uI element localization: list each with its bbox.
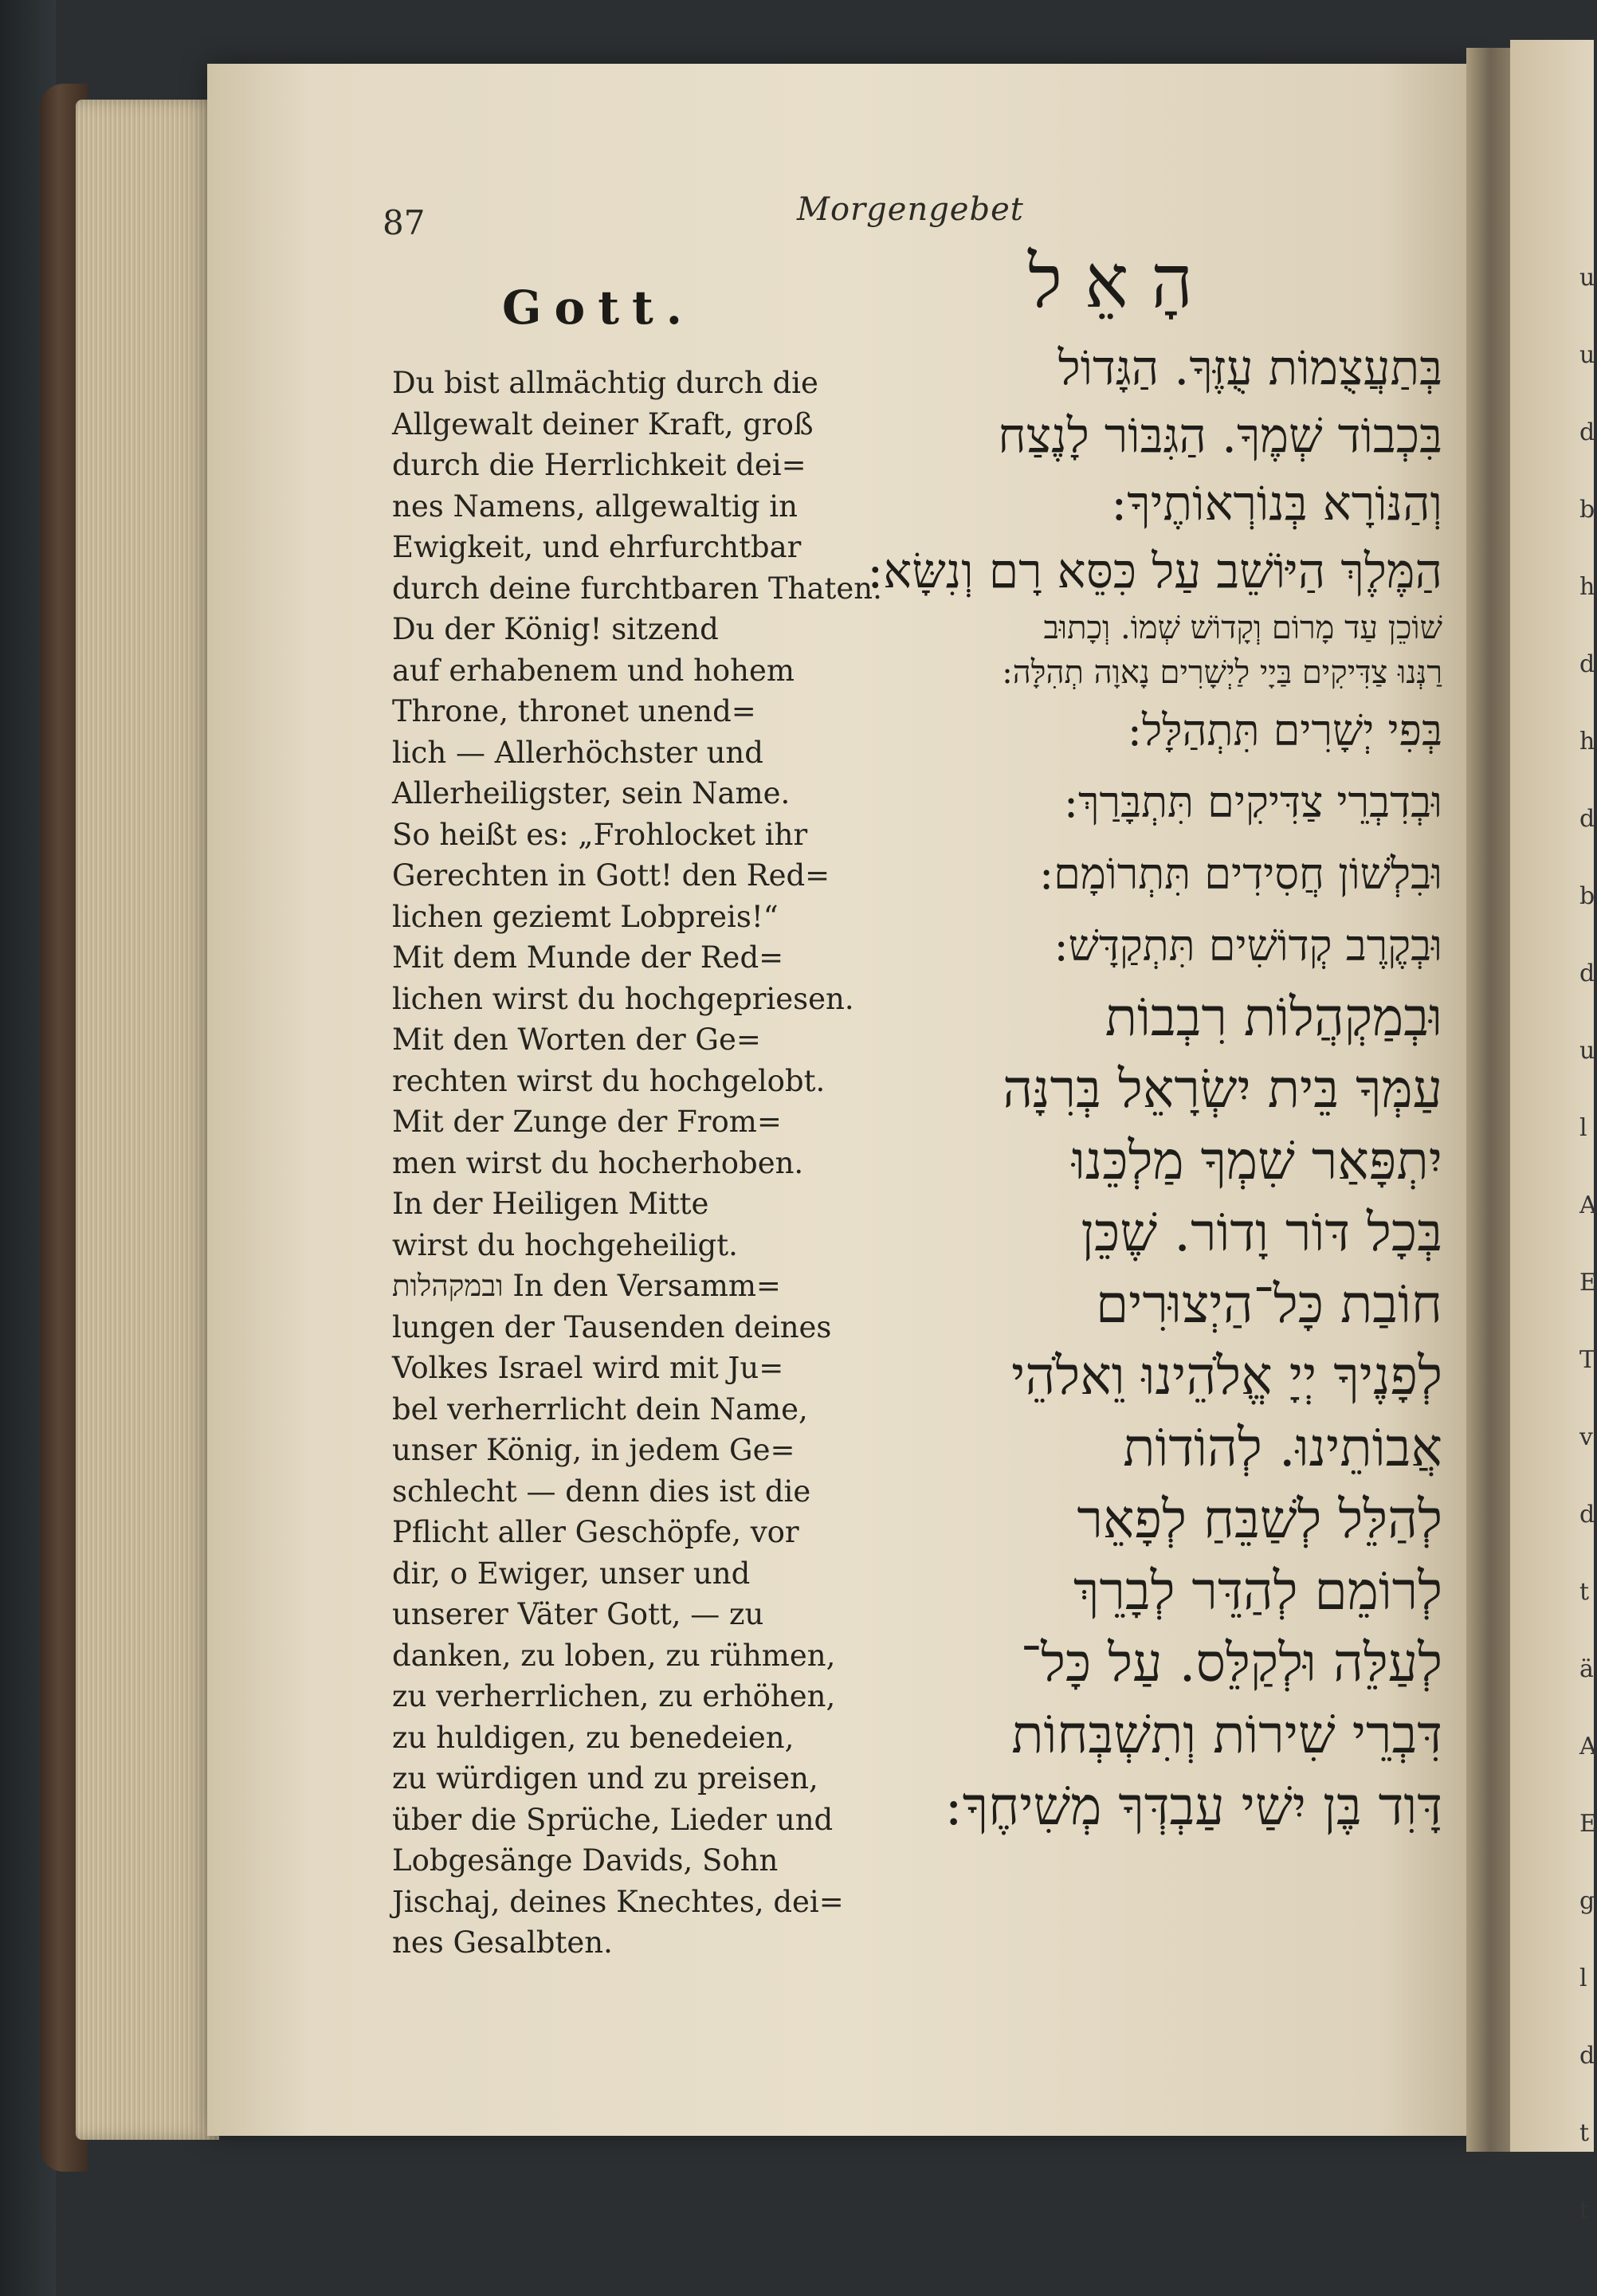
hebrew-text-line: בְּכָל דּוֹר וָדוֹר. שֶׁכֵּן <box>1081 1202 1442 1263</box>
hebrew-text-line: לְעַלֵּה וּלְקַלֵּס. עַל כָּל־ <box>1020 1632 1442 1694</box>
hebrew-text-line: וּבְמַקְהֲלוֹת רִבְבוֹת <box>1105 987 1442 1048</box>
german-text-line: rechten wirst du hochgelobt. <box>392 1063 826 1098</box>
hebrew-prayer-column <box>837 335 1442 1843</box>
german-text-line: wirst du hochgeheiligt. <box>392 1227 738 1262</box>
german-text-line: Allgewalt deiner Kraft, groß <box>392 406 814 442</box>
german-text-line: lich — Allerhöchster und <box>392 735 763 770</box>
german-text-line: lichen geziemt Lobpreis!“ <box>392 899 779 934</box>
hebrew-text-line: רַנְּנוּ צַדִּיקִים בַּיָי לַיְשָׁרִים נָאוָה תְהִלָּה: <box>1002 654 1442 691</box>
hebrew-text-line: יִתְפָּאַר שִׁמְךָ מַלְכֵּנוּ <box>1072 1130 1442 1191</box>
german-text-line: Mit dem Munde der Red= <box>392 940 784 975</box>
running-head: Morgengebet <box>797 191 1024 228</box>
hebrew-text-line: דִּבְרֵי שִׁירוֹת וְתִשְׁבְּחוֹת <box>1011 1704 1442 1765</box>
german-text-line: unser König, in jedem Ge= <box>392 1433 795 1467</box>
german-text-line: Jischaj, deines Knechtes, dei= <box>392 1884 844 1919</box>
hebrew-text-line: לְהַלֵּל לְשַׁבֵּחַ לְפָאֵר <box>1077 1489 1442 1550</box>
german-text-line: danken, zu loben, zu rühmen, <box>392 1638 836 1673</box>
german-text-line: zu würdigen und zu preisen, <box>392 1761 818 1796</box>
german-text-line: ובמקהלות In den Versamm= <box>392 1269 781 1303</box>
facing-page-text-edge: u u d b h d h d b d u l A E T v d t ä A E g l d t t <box>1579 264 1597 2224</box>
german-text-line: zu huldigen, zu benedeien, <box>392 1720 795 1755</box>
german-text-line: Allerheiligster, sein Name. <box>392 776 791 810</box>
hebrew-text-line: אֲבוֹתֵינוּ. לְהוֹדוֹת <box>1123 1417 1442 1478</box>
hebrew-text-line: חוֹבַת כָּל־הַיְצוּרִים <box>1095 1274 1442 1335</box>
hebrew-text-line: עַמְּךָ בֵּית יִשְׂרָאֵל בְּרִנָּה <box>1003 1058 1442 1120</box>
book-gutter <box>1466 48 1514 2152</box>
german-text-line: Volkes Israel wird mit Ju= <box>392 1351 784 1385</box>
german-text-line: auf erhabenem und hohem <box>392 653 795 688</box>
german-text-line: nes Gesalbten. <box>392 1925 613 1960</box>
german-text-line: lichen wirst du hochgepriesen. <box>392 981 854 1016</box>
hebrew-text-line: הַמֶּלֶךְ הַיּוֹשֵׁב עַל כִּסֵּא רָם וְנִשָּׂא: <box>867 544 1442 599</box>
hebrew-section-title: הָאֵל <box>1028 239 1216 324</box>
page-stack-edge <box>76 100 219 2140</box>
hebrew-text-line: דָּוִד בֶּן יִשַׁי עַבְדְּךָ מְשִׁיחֶךָ: <box>944 1776 1442 1837</box>
german-text-line: Throne, thronet unend= <box>392 694 756 728</box>
german-text-line: Gerechten in Gott! den Red= <box>392 858 830 893</box>
german-text-line: bel verherrlicht dein Name, <box>392 1391 808 1427</box>
hebrew-text-line: לְרוֹמֵם לְהַדֵּר לְבָרֵךְ <box>1073 1560 1442 1622</box>
hebrew-text-line: וּבְקֶרֶב קְדוֹשִׁים תִּתְקַדָּשׁ: <box>1054 920 1442 971</box>
german-text-line: nes Namens, allgewaltig in <box>392 489 798 524</box>
german-text-line: unserer Väter Gott, — zu <box>392 1597 764 1631</box>
german-text-line: schlecht — denn dies ist die <box>392 1474 811 1509</box>
german-text-line: zu verherrlichen, zu erhöhen, <box>392 1679 836 1713</box>
german-text-line: So heißt es: „Frohlocket ihr <box>392 817 808 852</box>
german-text-line: Mit der Zunge der From= <box>392 1105 782 1139</box>
german-text-line: über die Sprüche, Lieder und <box>392 1802 834 1837</box>
german-text-line: durch deine furchtbaren Thaten. <box>392 571 882 606</box>
hebrew-text-line: בְּתַעֲצֻמוֹת עֻזֶּךָ. הַגָּדוֹל <box>1057 340 1442 396</box>
german-text-line: dir, o Ewiger, unser und <box>392 1556 751 1591</box>
hebrew-text-line: וּבִלְשׁוֹן חֲסִידִים תִּתְרוֹמָם: <box>1038 849 1442 899</box>
german-text-line: Ewigkeit, und ehrfurchtbar <box>392 530 802 564</box>
hebrew-text-line: וְהַנּוֹרָא בְּנוֹרְאוֹתֶיךָ: <box>1111 476 1442 532</box>
german-translation-column <box>392 363 882 1964</box>
german-text-line: Pflicht aller Geschöpfe, vor <box>392 1515 799 1549</box>
german-text-line: Mit den Worten der Ge= <box>392 1022 761 1057</box>
hebrew-text-line: בִּכְבוֹד שְׁמֶךָ. הַגִּבּוֹר לָנֶצַח <box>998 408 1442 464</box>
german-text-line: men wirst du hocherhoben. <box>392 1145 804 1180</box>
hebrew-text-line: שׁוֹכֵן עַד מָרוֹם וְקָדוֹשׁ שְׁמוֹ. וְכָתוּב <box>1043 610 1442 646</box>
german-text-line: durch die Herrlichkeit dei= <box>392 448 806 482</box>
hebrew-text-line: וּבְדִבְרֵי צַדִּיקִים תִּתְבָּרַךְ: <box>1063 777 1442 827</box>
hebrew-text-line: בְּפִי יְשָׁרִים תִּתְהַלָּל: <box>1127 705 1442 756</box>
german-section-title: Gott. <box>502 281 695 335</box>
german-text-line: Du bist allmächtig durch die <box>392 366 818 400</box>
page-number: 87 <box>383 203 426 242</box>
german-text-line: In der Heiligen Mitte <box>392 1187 709 1221</box>
hebrew-text-line: לְפָנֶיךָ יְיָ אֱלֹהֵינוּ וֵאלֹהֵי <box>1011 1345 1442 1407</box>
german-text-line: Lobgesänge Davids, Sohn <box>392 1843 779 1878</box>
german-text-line: Du der König! sitzend <box>392 612 719 646</box>
german-text-line: lungen der Tausenden deines <box>392 1309 832 1344</box>
